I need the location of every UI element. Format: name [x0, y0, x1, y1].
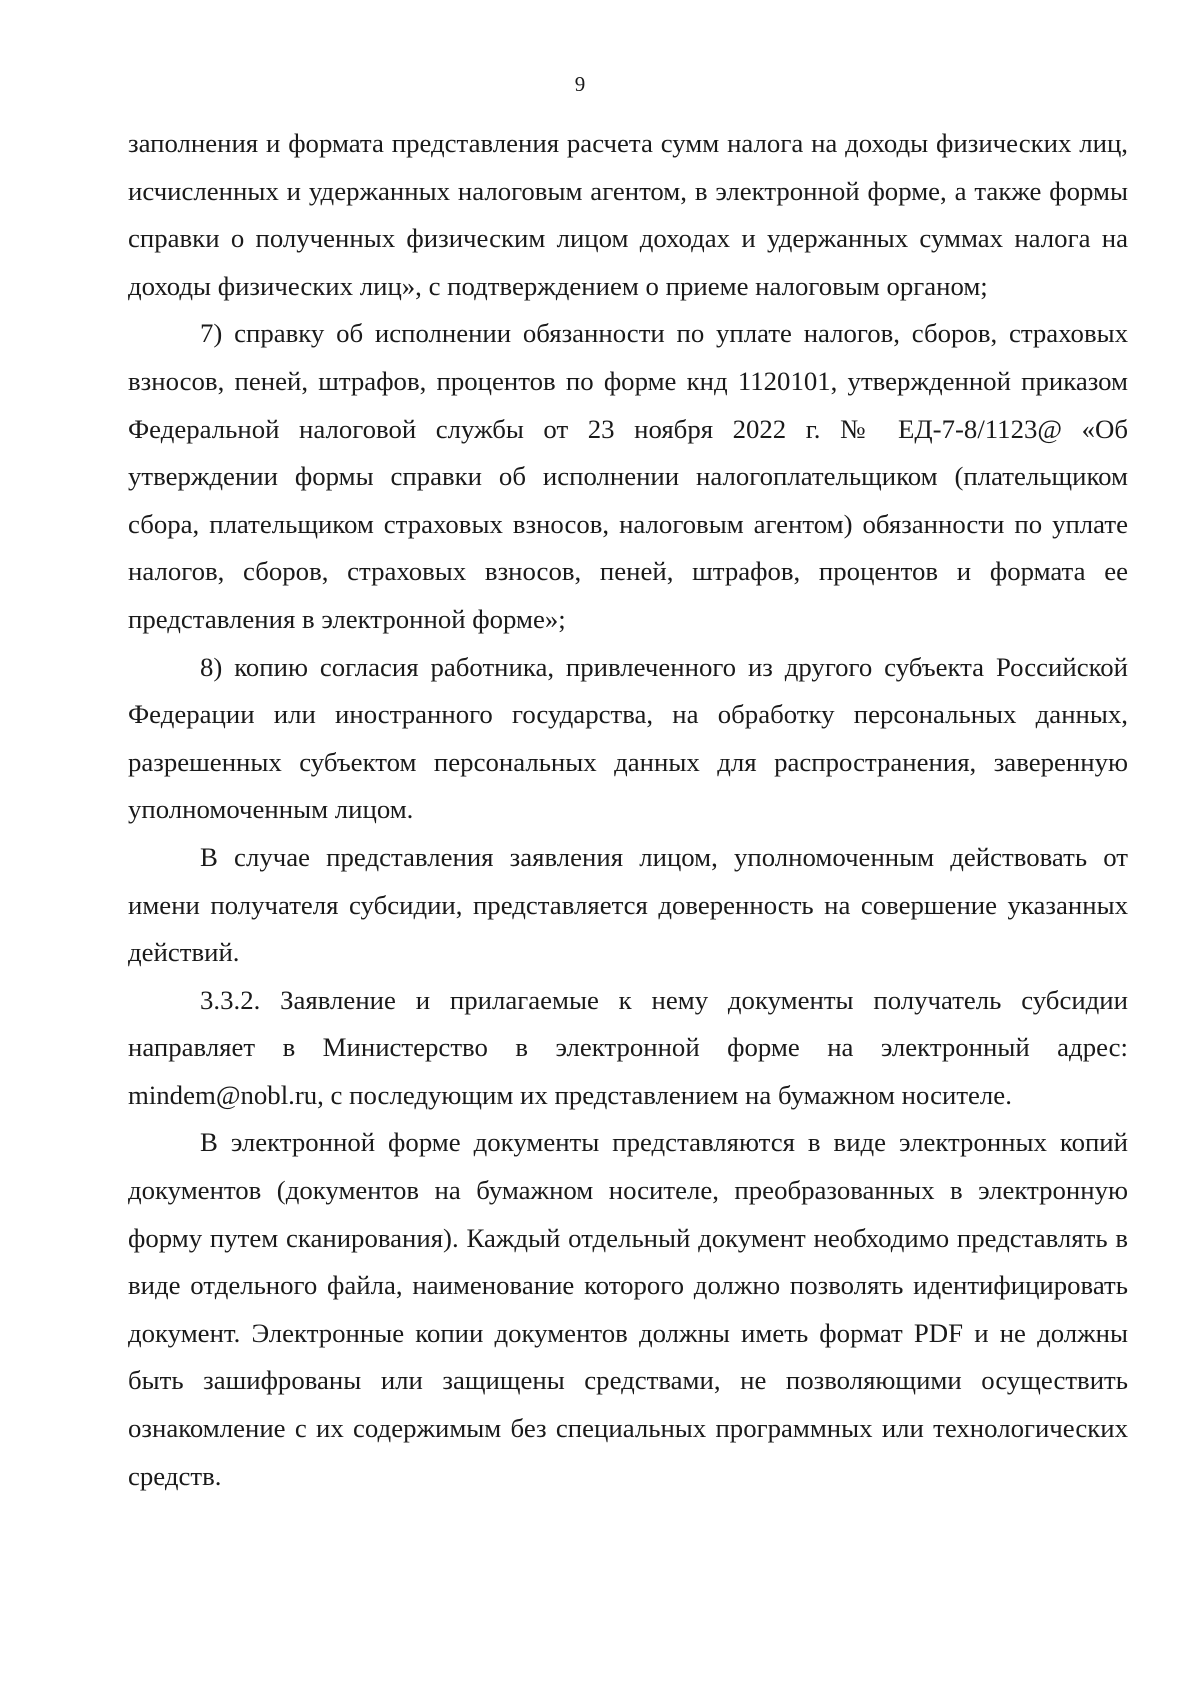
paragraph-item-7: 7) справку об исполнении обязанности по уплате налогов, сборов, страховых взносов, пеней, штрафов, процентов по форме кнд 1120101, утвержденной приказом Федеральной налоговой службы от 23 ноября 2022 г. № ЕД-7-8/1123@ «Об утверждении формы справки об исполнении налогоплательщиком (плательщиком сбора, плательщиком страховых взносов, налоговым агентом) обязанности по уплате налогов, сборов, страховых взносов, пеней, штрафов, процентов и формата ее представления в электронной форме»; [128, 318, 1128, 634]
paragraph-item-8: 8) копию согласия работника, привлеченного из другого субъекта Российской Федерации или иностранного государства, на обработку персональных данных, разрешенных субъектом персональных данных для распространения, заверенную уполномоченным лицом. [128, 651, 1128, 825]
paragraph-3-3-2: 3.3.2. Заявление и прилагаемые к нему документы получатель субсидии направляет в Министерство в электронной форме на электронный адрес: mindem@nobl.ru, с последующим их представлением на бумажном носителе. [128, 984, 1128, 1110]
page-number: 9 [574, 72, 586, 96]
paragraph-continuation: заполнения и формата представления расчета сумм налога на доходы физических лиц, исчисленных и удержанных налоговым агентом, в электронной форме, а также формы справки о полученных физическим лицом доходах и удержанных суммах налога на доходы физических лиц», с подтверждением о приеме налоговым органом; [128, 128, 1128, 301]
paragraph-electronic-copies: В электронной форме документы представляются в виде электронных копий документов (документов на бумажном носителе, преобразованных в электронную форму путем сканирования). Каждый отдельный документ необходимо представлять в виде отдельного файла, наименование которого должно позволять идентифицировать документ. Электронные копии документов должны иметь формат PDF и не должны быть зашифрованы или защищены средствами, не позволяющими осуществить ознакомление с их содержимым без специальных программных или технологических средств. [128, 1127, 1128, 1491]
document-body [128, 120, 1128, 1500]
paragraph-power-of-attorney: В случае представления заявления лицом, уполномоченным действовать от имени получателя субсидии, представляется доверенность на совершение указанных действий. [128, 841, 1128, 968]
